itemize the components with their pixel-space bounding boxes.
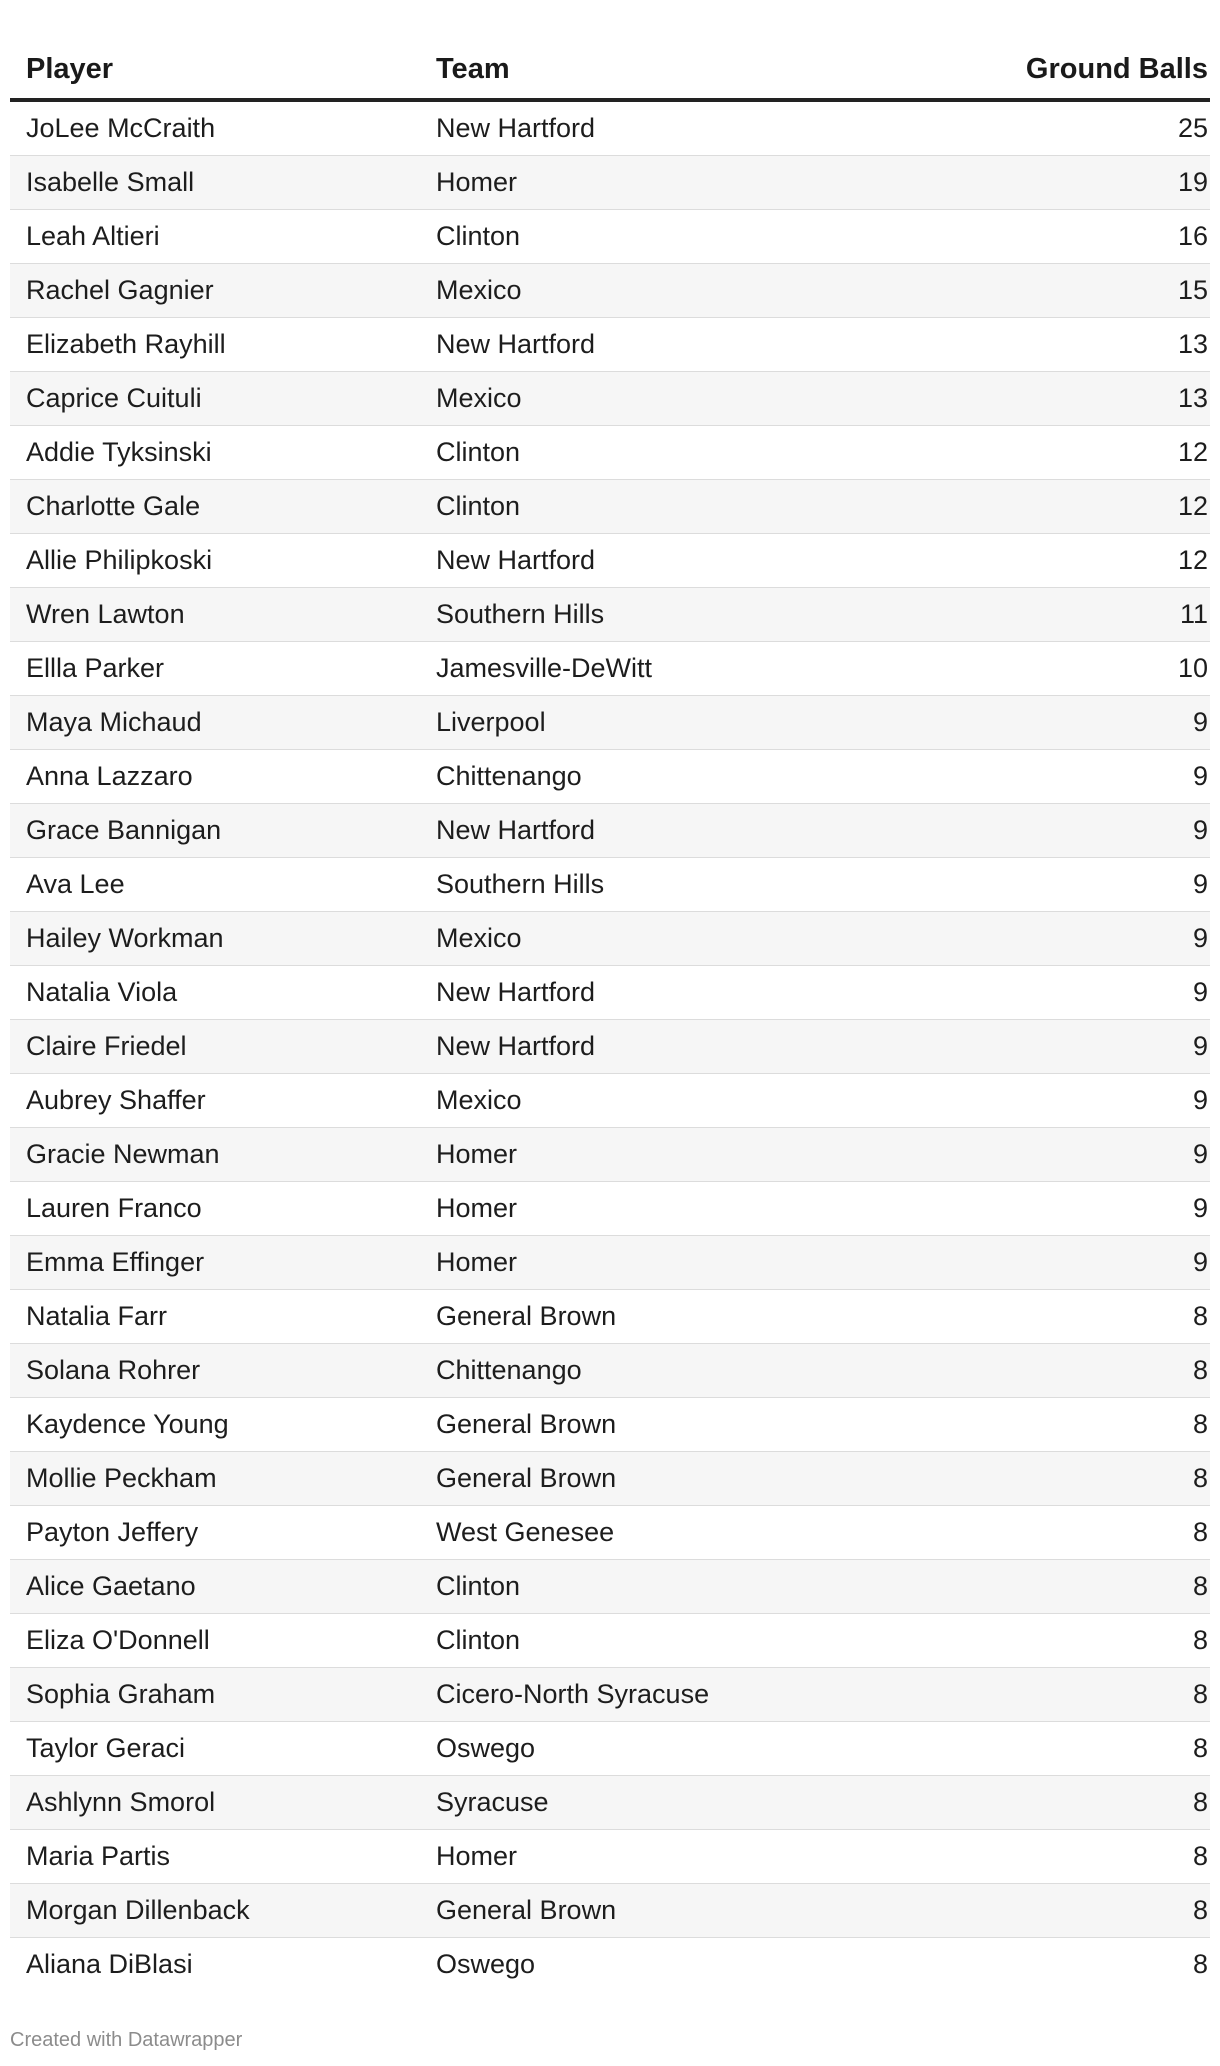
cell-ground-balls: 13 — [870, 372, 1210, 426]
table-row — [10, 1128, 1210, 1182]
cell-ground-balls: 12 — [870, 480, 1210, 534]
table-row — [10, 1344, 1210, 1398]
cell-player: Isabelle Small — [10, 156, 420, 210]
cell-team: West Genesee — [420, 1506, 870, 1560]
cell-team: New Hartford — [420, 100, 870, 156]
table-row — [10, 912, 1210, 966]
cell-team: Jamesville-DeWitt — [420, 642, 870, 696]
cell-team: Clinton — [420, 210, 870, 264]
cell-ground-balls: 8 — [870, 1344, 1210, 1398]
table-row — [10, 1074, 1210, 1128]
cell-player: Wren Lawton — [10, 588, 420, 642]
cell-ground-balls: 15 — [870, 264, 1210, 318]
cell-ground-balls: 9 — [870, 912, 1210, 966]
table-row — [10, 1398, 1210, 1452]
cell-player: Hailey Workman — [10, 912, 420, 966]
cell-player: Addie Tyksinski — [10, 426, 420, 480]
table-row — [10, 156, 1210, 210]
cell-ground-balls: 8 — [870, 1614, 1210, 1668]
table-row — [10, 588, 1210, 642]
table-row — [10, 642, 1210, 696]
cell-ground-balls: 9 — [870, 1020, 1210, 1074]
table-body — [10, 100, 1210, 1991]
cell-player: Kaydence Young — [10, 1398, 420, 1452]
cell-team: Syracuse — [420, 1776, 870, 1830]
cell-player: Alice Gaetano — [10, 1560, 420, 1614]
cell-player: Aliana DiBlasi — [26, 1949, 193, 1979]
cell-team: Chittenango — [420, 1344, 870, 1398]
table-row — [10, 1722, 1210, 1776]
cell-ground-balls: 9 — [870, 1128, 1210, 1182]
table-row — [10, 426, 1210, 480]
cell-team: New Hartford — [420, 318, 870, 372]
table-row — [10, 696, 1210, 750]
table-row — [10, 264, 1210, 318]
cell-team: Oswego — [436, 1949, 536, 1979]
table-header — [10, 40, 1210, 100]
cell-ground-balls: 8 — [870, 1398, 1210, 1452]
cell-player: Lauren Franco — [10, 1182, 420, 1236]
cell-team: Mexico — [420, 372, 870, 426]
cell-player: JoLee McCraith — [10, 100, 420, 156]
cell-ground-balls: 13 — [870, 318, 1210, 372]
cell-team: Liverpool — [420, 696, 870, 750]
cell-ground-balls: 8 — [870, 1560, 1210, 1614]
cell-player: Anna Lazzaro — [10, 750, 420, 804]
cell-team: Oswego — [420, 1722, 870, 1776]
cell-team: General Brown — [420, 1398, 870, 1452]
table-row — [10, 100, 1210, 156]
table-row — [10, 372, 1210, 426]
cell-ground-balls: 8 — [870, 1668, 1210, 1722]
cell-team: New Hartford — [420, 1020, 870, 1074]
column-header-team[interactable]: Team — [420, 40, 870, 100]
cell-player: Maya Michaud — [10, 696, 420, 750]
cell-team: Southern Hills — [420, 588, 870, 642]
cell-player: Claire Friedel — [10, 1020, 420, 1074]
table-row — [10, 1560, 1210, 1614]
cell-team: Cicero-North Syracuse — [420, 1668, 870, 1722]
datawrapper-credit: Created with Datawrapper — [10, 2029, 243, 2051]
cell-player: Natalia Viola — [10, 966, 420, 1020]
cell-player: Rachel Gagnier — [10, 264, 420, 318]
cell-team: New Hartford — [420, 534, 870, 588]
cell-ground-balls: 9 — [870, 1074, 1210, 1128]
table-row — [10, 480, 1210, 534]
cell-team: Homer — [420, 1830, 870, 1884]
table-row — [10, 210, 1210, 264]
cell-ground-balls: 8 — [870, 1722, 1210, 1776]
cell-player: Ava Lee — [10, 858, 420, 912]
cell-player: Mollie Peckham — [10, 1452, 420, 1506]
table-row — [10, 1290, 1210, 1344]
table-row — [10, 1236, 1210, 1290]
table-row — [10, 966, 1210, 1020]
cell-team: Mexico — [420, 264, 870, 318]
column-header-player[interactable]: Player — [10, 40, 420, 100]
table-row — [10, 1614, 1210, 1668]
cell-ground-balls: 9 — [870, 1236, 1210, 1290]
cell-ground-balls: 9 — [870, 804, 1210, 858]
cell-player: Sophia Graham — [10, 1668, 420, 1722]
cell-team: Homer — [420, 1182, 870, 1236]
header-row — [10, 40, 1210, 100]
cell-ground-balls: 16 — [870, 210, 1210, 264]
cell-ground-balls: 9 — [870, 750, 1210, 804]
cell-ground-balls: 12 — [870, 534, 1210, 588]
table-row — [10, 1830, 1210, 1884]
cell-team: Homer — [420, 156, 870, 210]
cell-ground-balls: 8 — [870, 1884, 1210, 1938]
table-row — [10, 804, 1210, 858]
cell-player: Gracie Newman — [10, 1128, 420, 1182]
table-row — [10, 750, 1210, 804]
cell-ground-balls: 8 — [870, 1452, 1210, 1506]
cell-ground-balls: 8 — [1192, 1949, 1208, 1979]
table-row — [10, 1776, 1210, 1830]
cell-player: Solana Rohrer — [10, 1344, 420, 1398]
ground-balls-table — [10, 40, 1210, 1991]
cell-ground-balls: 8 — [870, 1830, 1210, 1884]
cell-player: Morgan Dillenback — [10, 1884, 420, 1938]
cell-ground-balls: 10 — [870, 642, 1210, 696]
cell-ground-balls: 19 — [870, 156, 1210, 210]
cell-team: New Hartford — [420, 804, 870, 858]
cell-team: New Hartford — [420, 966, 870, 1020]
cell-player: Ellla Parker — [10, 642, 420, 696]
cell-team: Southern Hills — [420, 858, 870, 912]
cell-player: Payton Jeffery — [10, 1506, 420, 1560]
cell-team: Clinton — [420, 426, 870, 480]
cell-team: General Brown — [420, 1884, 870, 1938]
cell-player: Taylor Geraci — [10, 1722, 420, 1776]
cell-player: Charlotte Gale — [10, 480, 420, 534]
cell-player: Grace Bannigan — [10, 804, 420, 858]
table-row — [10, 1884, 1210, 1938]
cell-ground-balls: 25 — [870, 100, 1210, 156]
cell-ground-balls: 9 — [870, 1182, 1210, 1236]
table-row — [10, 1938, 1210, 1992]
cell-ground-balls: 9 — [870, 696, 1210, 750]
cell-player: Maria Partis — [10, 1830, 420, 1884]
ground-balls-table-container — [10, 40, 1210, 1991]
cell-team: General Brown — [420, 1290, 870, 1344]
cell-ground-balls: 9 — [870, 858, 1210, 912]
cell-team: Mexico — [420, 1074, 870, 1128]
cell-team: Clinton — [420, 1614, 870, 1668]
cell-player: Ashlynn Smorol — [10, 1776, 420, 1830]
cell-player: Eliza O'Donnell — [10, 1614, 420, 1668]
table-row — [10, 318, 1210, 372]
cell-player: Natalia Farr — [10, 1290, 420, 1344]
cell-team: Mexico — [420, 912, 870, 966]
cell-team: Homer — [420, 1236, 870, 1290]
cell-player: Caprice Cuituli — [10, 372, 420, 426]
table-row — [10, 1182, 1210, 1236]
table-row — [10, 1668, 1210, 1722]
cell-player: Emma Effinger — [10, 1236, 420, 1290]
table-row — [10, 1506, 1210, 1560]
table-row — [10, 1020, 1210, 1074]
cell-team: Chittenango — [420, 750, 870, 804]
table-row — [10, 858, 1210, 912]
cell-ground-balls: 8 — [870, 1290, 1210, 1344]
table-row — [10, 534, 1210, 588]
cell-ground-balls: 12 — [870, 426, 1210, 480]
cell-ground-balls: 8 — [870, 1776, 1210, 1830]
cell-ground-balls: 11 — [870, 588, 1210, 642]
cell-player: Elizabeth Rayhill — [10, 318, 420, 372]
cell-ground-balls: 9 — [870, 966, 1210, 1020]
cell-team: Clinton — [420, 1560, 870, 1614]
column-header-ground-balls[interactable]: Ground Balls — [870, 40, 1210, 100]
cell-player: Allie Philipkoski — [10, 534, 420, 588]
cell-player: Leah Altieri — [10, 210, 420, 264]
cell-team: General Brown — [420, 1452, 870, 1506]
cell-team: Clinton — [420, 480, 870, 534]
cell-team: Homer — [420, 1128, 870, 1182]
cell-player: Aubrey Shaffer — [10, 1074, 420, 1128]
cell-ground-balls: 8 — [870, 1506, 1210, 1560]
table-row — [10, 1452, 1210, 1506]
